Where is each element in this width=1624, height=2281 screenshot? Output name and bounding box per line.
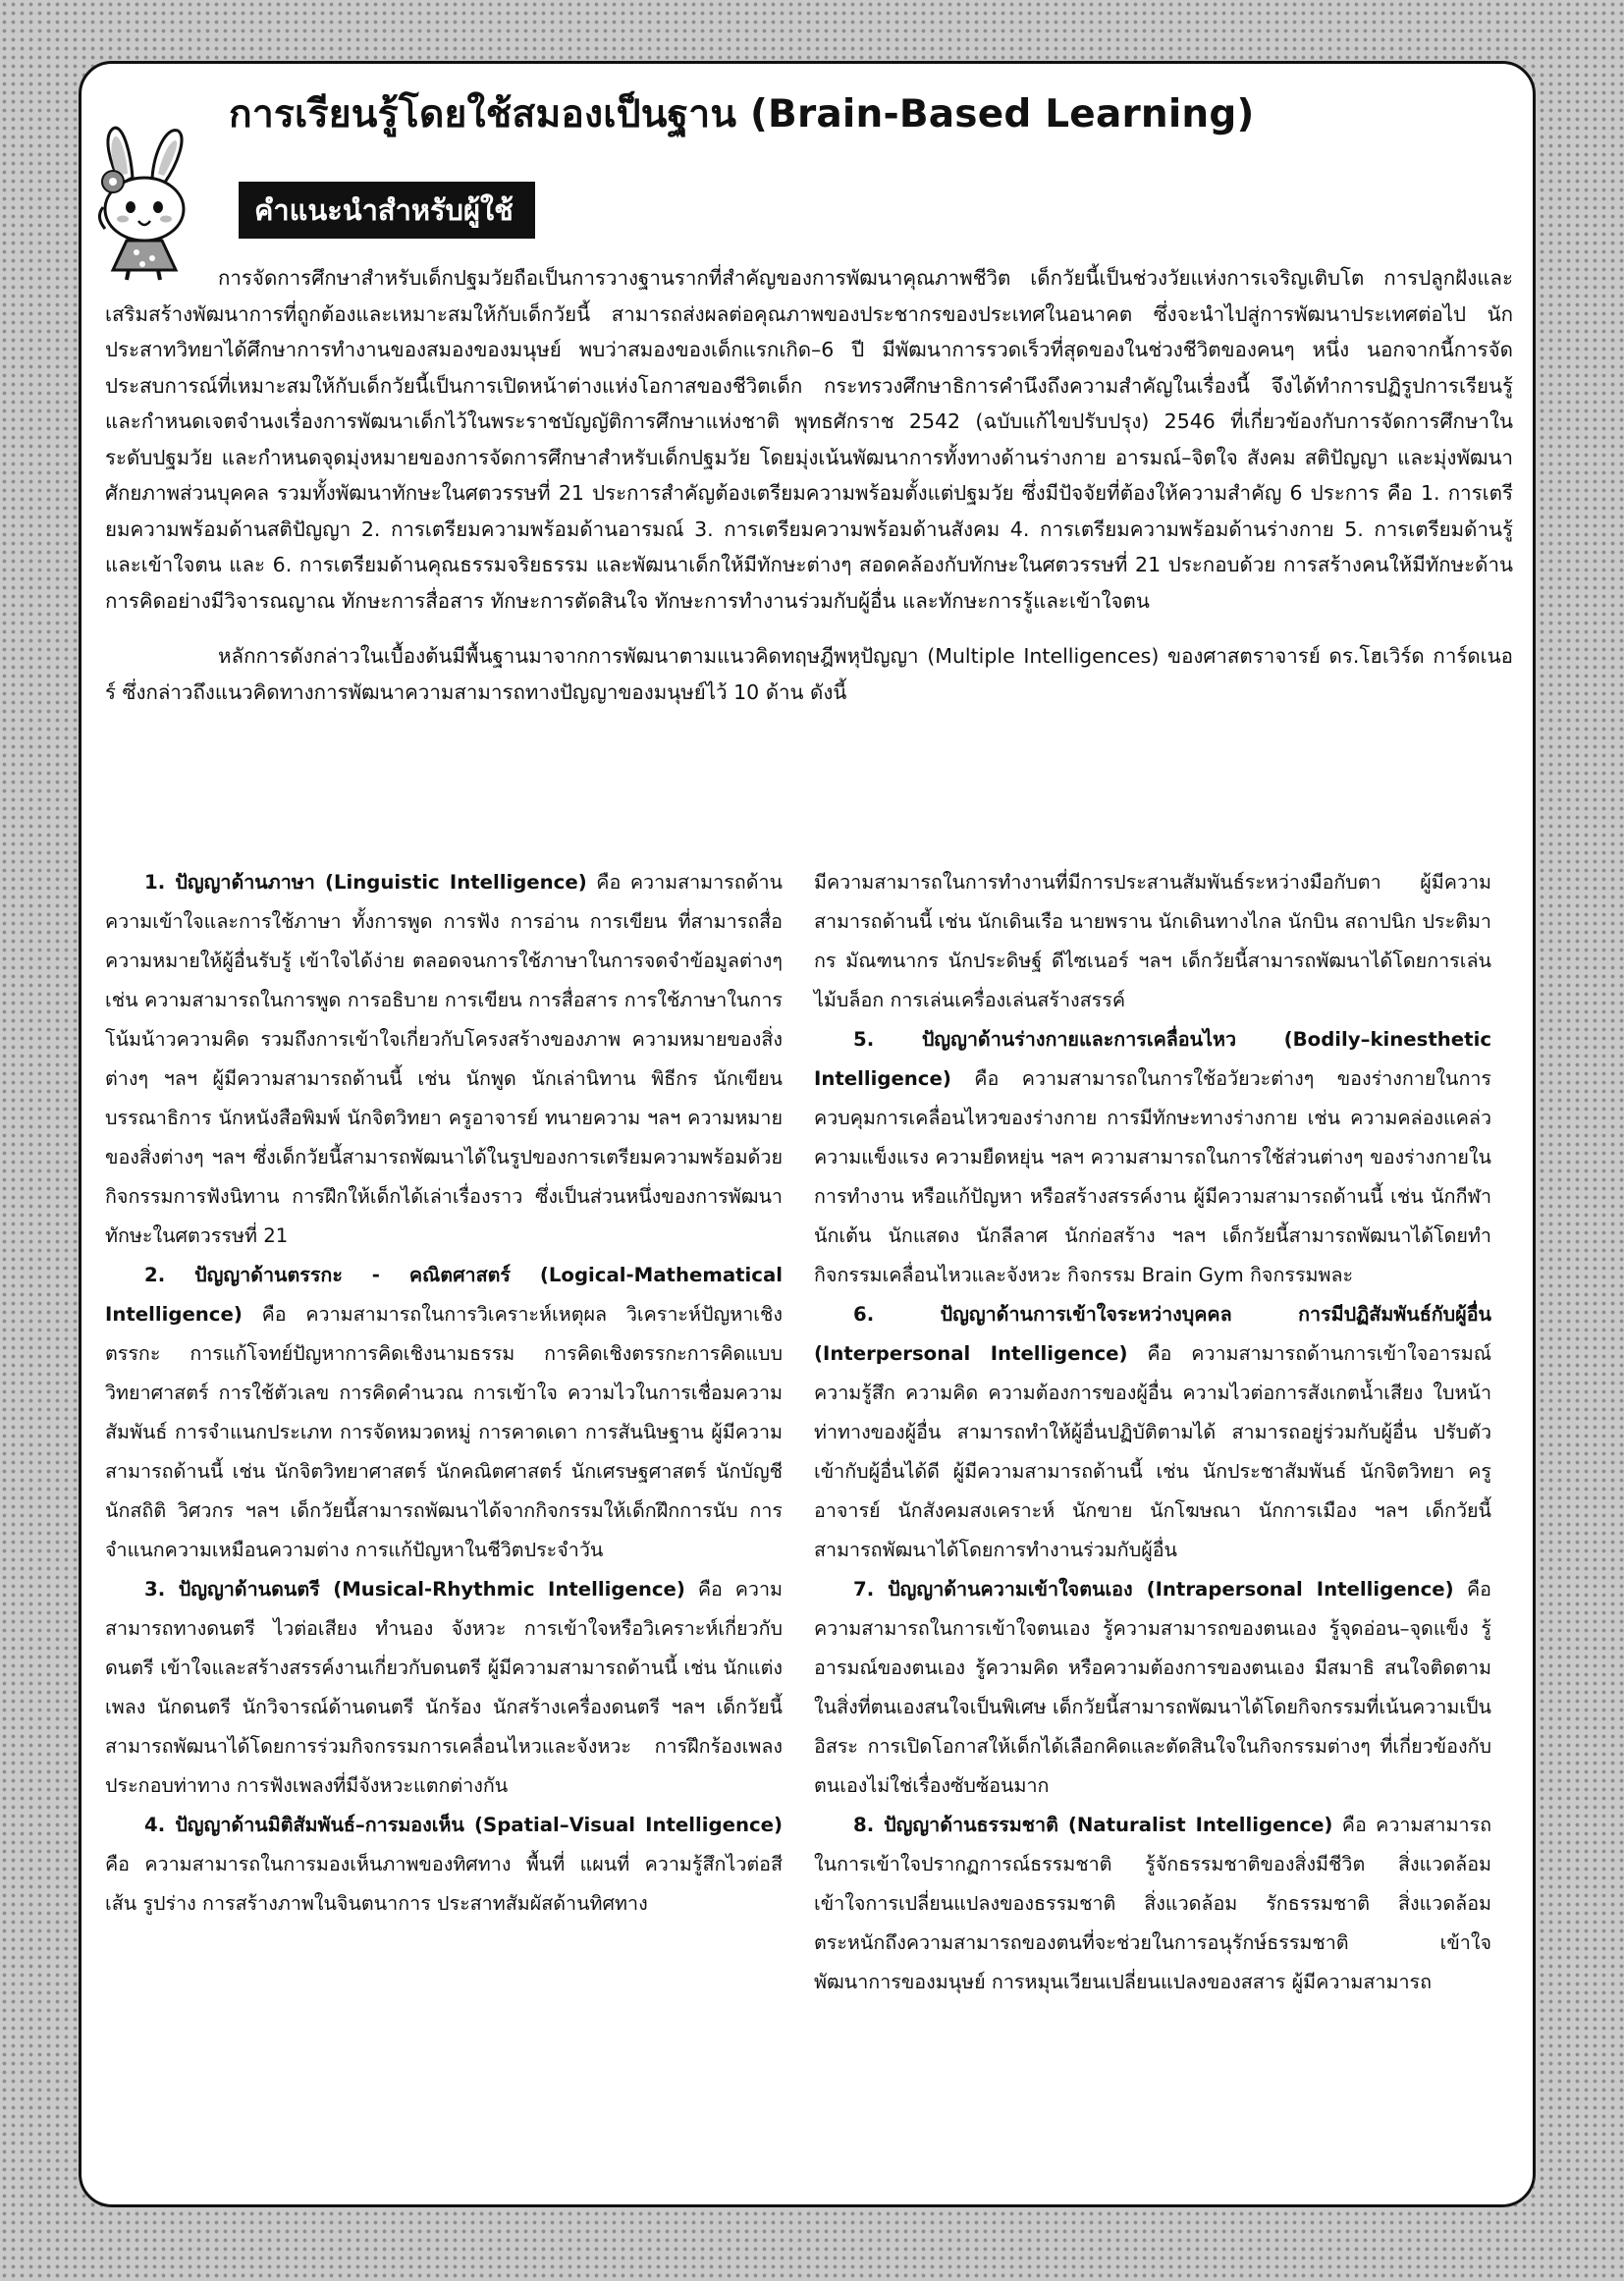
left-column	[105, 863, 783, 1924]
user-guide-label: คำแนะนำสำหรับผู้ใช้	[239, 182, 535, 239]
item-heading: 6. ปัญญาด้านการเข้าใจระหว่างบุคคล การมีปฏิสัมพันธ์กับผู้อื่น (Interpersonal Intelligence)	[814, 1303, 1491, 1365]
page-title: การเรียนรู้โดยใช้สมองเป็นฐาน (Brain-Based Learning)	[229, 92, 1255, 136]
item-heading: 3. ปัญญาด้านดนตรี (Musical-Rhythmic Intelligence)	[144, 1578, 685, 1601]
item-text: คือ ความสามารถในการเข้าใจตนเอง รู้ความสามารถของตนเอง รู้จุดอ่อน–จุดแข็ง รู้อารมณ์ของตนเอง รู้ความคิด หรือความต้องการของตนเอง มีสมาธิ สนใจติดตามในสิ่งที่ตนเองสนใจเป็นพิเศษ เด็กวัยนี้สามารถพัฒนาได้โดยกิจกรรมที่เน้นความเป็นอิสระ การเปิดโอกาสให้เด็กได้เลือกคิดและตัดสินใจในกิจกรรมต่างๆ ที่เกี่ยวข้องกับตนเองไม่ใช่เรื่องซับซ้อนมาก	[814, 1578, 1491, 1797]
intro-paragraph: หลักการดังกล่าวในเบื้องต้นมีพื้นฐานมาจากการพัฒนาตามแนวคิดทฤษฎีพหุปัญญา (Multiple Intelligences) ของศาสตราจารย์ ดร.โฮเวิร์ด การ์ดเนอร์ ซึ่งกล่าวถึงแนวคิดทางการพัฒนาความสามารถทางปัญญาของมนุษย์ไว้ 10 ด้าน ดังนี้	[105, 644, 1513, 704]
right-column	[814, 863, 1491, 2002]
intelligence-item	[814, 1570, 1491, 1806]
intelligence-item	[814, 1020, 1491, 1295]
item-text: คือ ความสามารถในการวิเคราะห์เหตุผล วิเคราะห์ปัญหาเชิงตรรกะ การแก้โจทย์ปัญหาการคิดเชิงนามธรรม การคิดเชิงตรรกะการคิดแบบวิทยาศาสตร์ การใช้ตัวเลข การคิดคำนวณ การเข้าใจ ความไวในการเชื่อมความสัมพันธ์ การจำแนกประเภท การจัดหมวดหมู่ การคาดเดา การสันนิษฐาน ผู้มีความสามารถด้านนี้ เช่น นักจิตวิทยาศาสตร์ นักคณิตศาสตร์ นักเศรษฐศาสตร์ นักบัญชี นักสถิติ วิศวกร ฯลฯ เด็กวัยนี้สามารถพัฒนาได้จากกิจกรรมให้เด็กฝึกการนับ การจำแนกความเหมือนความต่าง การแก้ปัญหาในชีวิตประจำวัน	[105, 1303, 783, 1561]
page-sheet	[79, 61, 1536, 2207]
bunny-mascot-icon	[91, 123, 199, 282]
item-heading: 7. ปัญญาด้านความเข้าใจตนเอง (Intrapersonal Intelligence)	[853, 1578, 1454, 1601]
intro-section	[105, 260, 1513, 710]
item-heading: 4. ปัญญาด้านมิติสัมพันธ์–การมองเห็น (Spatial–Visual Intelligence)	[144, 1814, 783, 1836]
item-text: คือ ความสามารถในการเข้าใจปรากฏการณ์ธรรมชาติ รู้จักธรรมชาติของสิ่งมีชีวิต สิ่งแวดล้อม เข้าใจการเปลี่ยนแปลงของธรรมชาติ สิ่งแวดล้อม รักธรรมชาติ สิ่งแวดล้อม ตระหนักถึงความสามารถของตนที่จะช่วยในการอนุรักษ์ธรรมชาติ เข้าใจพัฒนาการของมนุษย์ การหมุนเวียนเปลี่ยนแปลงของสสาร ผู้มีความสามารถ	[814, 1814, 1492, 1993]
item-text: มีความสามารถในการทำงานที่มีการประสานสัมพันธ์ระหว่างมือกับตา ผู้มีความสามารถด้านนี้ เช่น นักเดินเรือ นายพราน นักเดินทางไกล นักบิน สถาปนิก ประติมากร มัณฑนากร นักประดิษฐ์ ดีไซเนอร์ ฯลฯ เด็กวัยนี้สามารถพัฒนาได้โดยการเล่นไม้บล็อก การเล่นเครื่องเล่นสร้างสรรค์	[814, 871, 1491, 1011]
item-heading: 5. ปัญญาด้านร่างกายและการเคลื่อนไหว (Bodily–kinesthetic Intelligence)	[814, 1028, 1491, 1090]
item-heading: 1. ปัญญาด้านภาษา (Linguistic Intelligence)	[144, 871, 587, 894]
item-text: คือ ความสามารถในการใช้อวัยวะต่างๆ ของร่างกายในการควบคุมการเคลื่อนไหวของร่างกาย การมีทักษะทางร่างกาย เช่น ความคล่องแคล่ว ความแข็งแรง ความยืดหยุ่น ฯลฯ ความสามารถในการใช้ส่วนต่างๆ ของร่างกายในการทำงาน หรือแก้ปัญหา หรือสร้างสรรค์งาน ผู้มีความสามารถด้านนี้ เช่น นักกีฬา นักเต้น นักแสดง นักลีลาศ นักก่อสร้าง ฯลฯ เด็กวัยนี้สามารถพัฒนาได้โดยทำกิจกรรมเคลื่อนไหวและจังหวะ กิจกรรม Brain Gym กิจกรรมพละ	[814, 1067, 1491, 1286]
item-text: คือ ความสามารถทางดนตรี ไวต่อเสียง ทำนอง จังหวะ การเข้าใจหรือวิเคราะห์เกี่ยวกับดนตรี เข้าใจและสร้างสรรค์งานเกี่ยวกับดนตรี ผู้มีความสามารถด้านนี้ เช่น นักแต่งเพลง นักดนตรี นักวิจารณ์ด้านดนตรี นักร้อง นักสร้างเครื่องดนตรี ฯลฯ เด็กวัยนี้สามารถพัฒนาได้โดยการร่วมกิจกรรมการเคลื่อนไหวและจังหวะ การฝึกร้องเพลงประกอบท่าทาง การฟังเพลงที่มีจังหวะแตกต่างกัน	[105, 1578, 783, 1797]
intro-paragraph: การจัดการศึกษาสำหรับเด็กปฐมวัยถือเป็นการวางฐานรากที่สำคัญของการพัฒนาคุณภาพชีวิต เด็กวัยนี้เป็นช่วงวัยแห่งการเจริญเติบโต การปลูกฝังและเสริมสร้างพัฒนาการที่ถูกต้องและเหมาะสมให้กับเด็กวัยนี้ สามารถส่งผลต่อคุณภาพของประชากรของประเทศในอนาคต ซึ่งจะนำไปสู่การพัฒนาประเทศต่อไป นักประสาทวิทยาได้ศึกษาการทำงานของสมองของมนุษย์ พบว่าสมองของเด็กแรกเกิด–6 ปี มีพัฒนาการรวดเร็วที่สุดของในช่วงชีวิตของคนๆ หนึ่ง นอกจากนี้การจัดประสบการณ์ที่เหมาะสมให้กับเด็กวัยนี้เป็นการเปิดหน้าต่างแห่งโอกาสของชีวิตเด็ก กระทรวงศึกษาธิการคำนึงถึงความสำคัญในเรื่องนี้ จึงได้ทำการปฏิรูปการเรียนรู้และกำหนดเจตจำนงเรื่องการพัฒนาเด็กไว้ในพระราชบัญญัติการศึกษาแห่งชาติ พุทธศักราช 2542 (ฉบับแก้ไขปรับปรุง) 2546 ที่เกี่ยวข้องกับการจัดการศึกษาในระดับปฐมวัย และกำหนดจุดมุ่งหมายของการจัดการศึกษาสำหรับเด็กปฐมวัย โดยมุ่งเน้นพัฒนาการทั้งทางด้านร่างกาย อารมณ์–จิตใจ สังคม สติปัญญา และมุ่งพัฒนาศักยภาพส่วนบุคคล รวมทั้งพัฒนาทักษะในศตวรรษที่ 21 ประการสำคัญต้องเตรียมความพร้อมตั้งแต่ปฐมวัย ซึ่งมีปัจจัยที่ต้องให้ความสำคัญ 6 ประการ คือ 1. การเตรียมความพร้อมด้านสติปัญญา 2. การเตรียมความพร้อมด้านอารมณ์ 3. การเตรียมความพร้อมด้านสังคม 4. การเตรียมความพร้อมด้านร่างกาย 5. การเตรียมด้านรู้และเข้าใจตน และ 6. การเตรียมด้านคุณธรรมจริยธรรม และพัฒนาเด็กให้มีทักษะต่างๆ สอดคล้องกับทักษะในศตวรรษที่ 21 ประกอบด้วย การสร้างคนให้มีทักษะด้านการคิดอย่างมีวิจารณญาณ ทักษะการสื่อสาร ทักษะการตัดสินใจ ทักษะการทำงานร่วมกับผู้อื่น และทักษะการรู้และเข้าใจตน	[105, 266, 1513, 613]
item-text: คือ ความสามารถด้านการเข้าใจอารมณ์ ความรู้สึก ความคิด ความต้องการของผู้อื่น ความไวต่อการสังเกตน้ำเสียง ใบหน้า ท่าทางของผู้อื่น สามารถทำให้ผู้อื่นปฏิบัติตามได้ สามารถอยู่ร่วมกับผู้อื่น ปรับตัวเข้ากับผู้อื่นได้ดี ผู้มีความสามารถด้านนี้ เช่น นักประชาสัมพันธ์ นักจิตวิทยา ครูอาจารย์ นักสังคมสงเคราะห์ นักขาย นักโฆษณา นักการเมือง ฯลฯ เด็กวัยนี้สามารถพัฒนาได้โดยการทำงานร่วมกับผู้อื่น	[814, 1342, 1491, 1561]
intelligence-item-continued	[814, 863, 1491, 1020]
intelligence-item	[105, 1806, 783, 1924]
intelligence-item	[814, 1295, 1491, 1570]
item-heading: 8. ปัญญาด้านธรรมชาติ (Naturalist Intelligence)	[853, 1814, 1333, 1836]
item-text: คือ ความสามารถด้านความเข้าใจและการใช้ภาษา ทั้งการพูด การฟัง การอ่าน การเขียน ที่สามารถสื่อความหมายให้ผู้อื่นรับรู้ เข้าใจได้ง่าย ตลอดจนการใช้ภาษาในการจดจำข้อมูลต่างๆ เช่น ความสามารถในการพูด การอธิบาย การเขียน การสื่อสาร การใช้ภาษาในการโน้มน้าวความคิด รวมถึงการเข้าใจเกี่ยวกับโครงสร้างของภาพ ความหมายของสิ่งต่างๆ ฯลฯ ผู้มีความสามารถด้านนี้ เช่น นักพูด นักเล่านิทาน พิธีกร นักเขียน บรรณาธิการ นักหนังสือพิมพ์ นักจิตวิทยา ครูอาจารย์ ทนายความ ฯลฯ ความหมายของสิ่งต่างๆ ฯลฯ ซึ่งเด็กวัยนี้สามารถพัฒนาได้ในรูปของการเตรียมความพร้อมด้วยกิจกรรมการฟังนิทาน การฝึกให้เด็กได้เล่าเรื่องราว ซึ่งเป็นส่วนหนึ่งของการพัฒนาทักษะในศตวรรษที่ 21	[105, 871, 783, 1247]
item-text: คือ ความสามารถในการมองเห็นภาพของทิศทาง พื้นที่ แผนที่ ความรู้สึกไวต่อสี เส้น รูปร่าง การสร้างภาพในจินตนาการ ประสาทสัมผัสด้านทิศทาง	[105, 1853, 783, 1915]
item-heading: 2. ปัญญาด้านตรรกะ - คณิตศาสตร์ (Logical-Mathematical Intelligence)	[105, 1264, 783, 1326]
intelligence-item	[105, 1570, 783, 1806]
intelligence-item	[105, 1256, 783, 1570]
intelligence-item	[105, 863, 783, 1256]
intelligence-item	[814, 1806, 1491, 2002]
